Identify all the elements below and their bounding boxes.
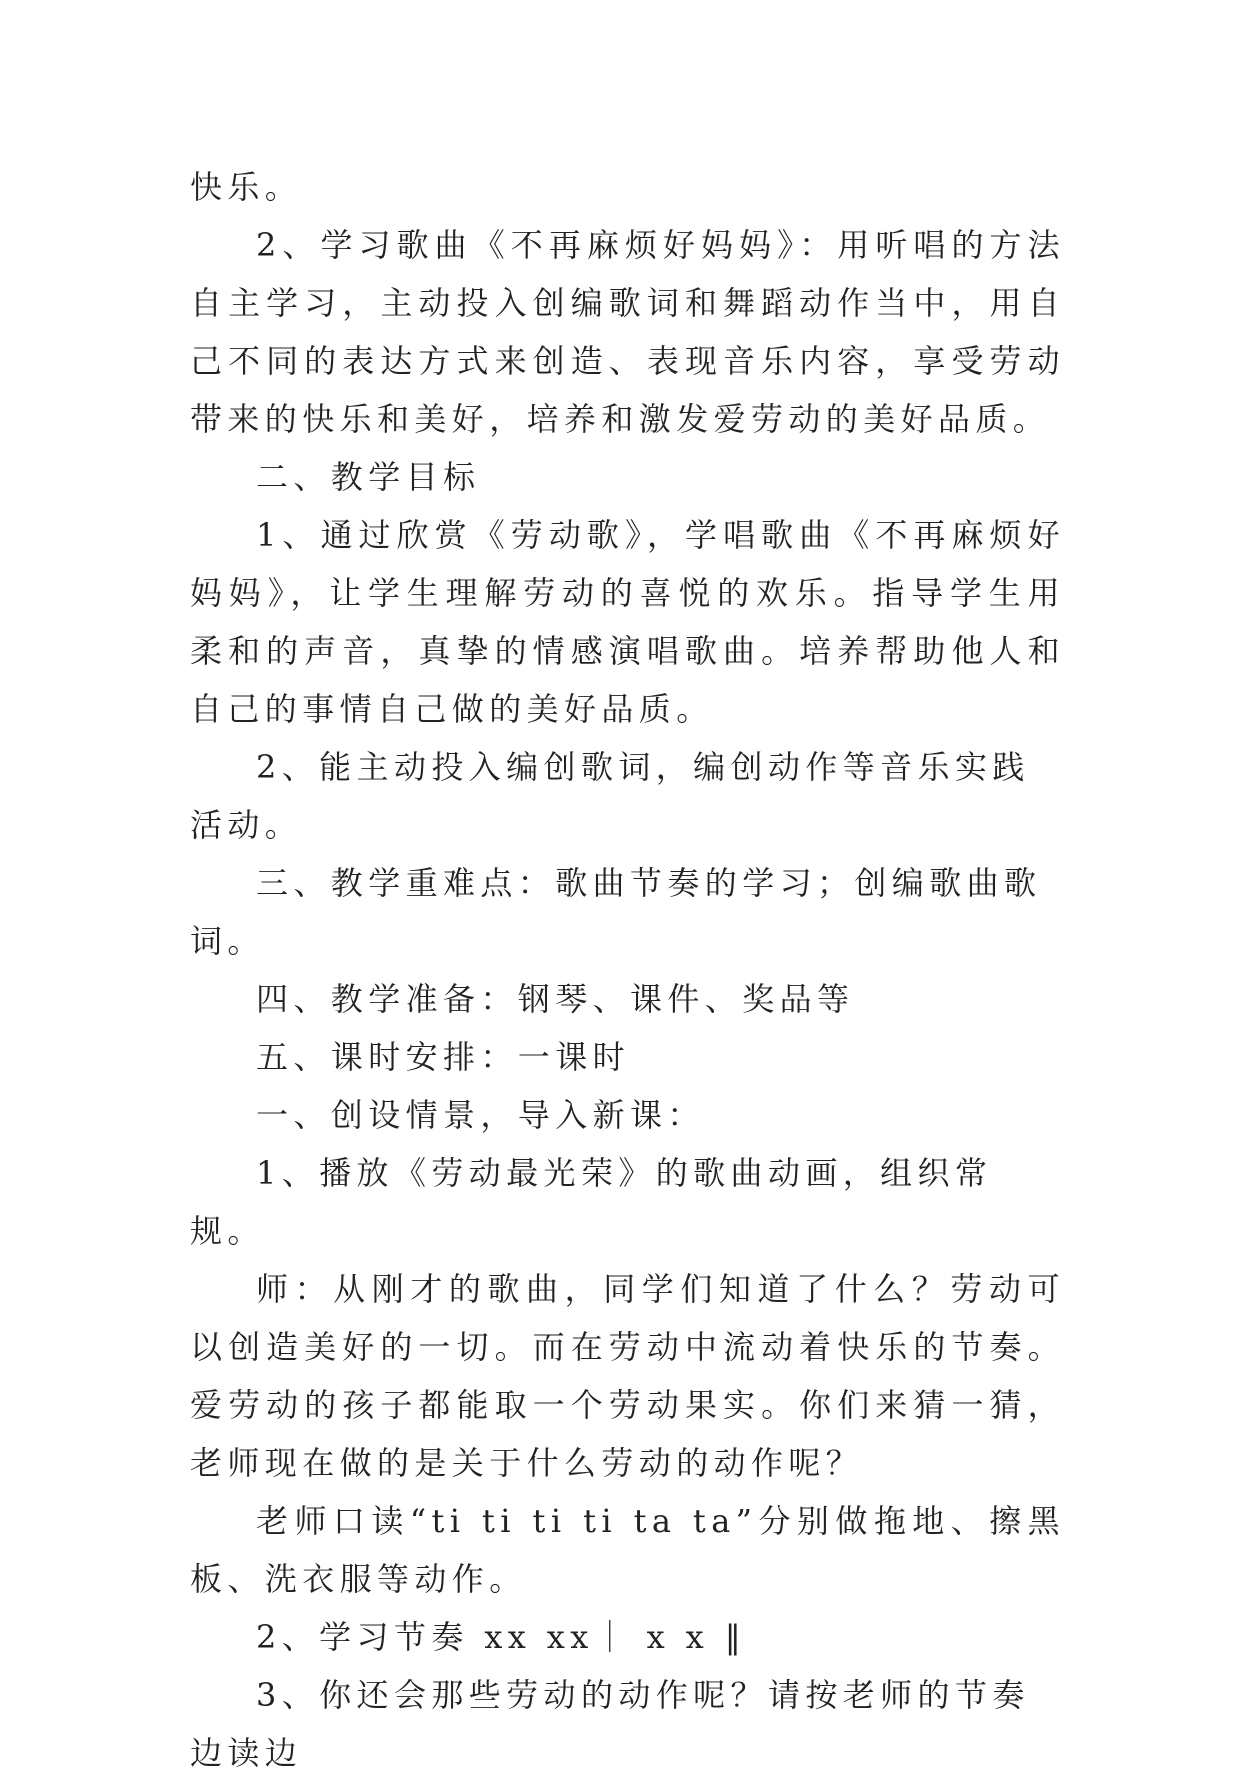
paragraph-2: 2、学习歌曲《不再麻烦好妈妈》：用听唱的方法自主学习，主动投入创编歌词和舞蹈动作当中，用自己不同的表达方式来创造、表现音乐内容，享受劳动带来的快乐和美好，培养和激发爱劳动的美好品质。	[190, 226, 1065, 438]
paragraph-8: 五、课时安排：一课时	[256, 1038, 631, 1076]
paragraph-13: 2、学习节奏 xx xx｜ x x ‖	[256, 1618, 747, 1656]
paragraph-9: 一、创设情景，导入新课：	[256, 1096, 705, 1134]
paragraph-4: 1、通过欣赏《劳动歌》，学唱歌曲《不再麻烦好妈妈》，让学生理解劳动的喜悦的欢乐。指导学生用柔和的声音，真挚的情感演唱歌曲。培养帮助他人和自己的事情自己做的美好品质。	[190, 516, 1065, 728]
paragraph-1: 快乐。	[190, 168, 303, 206]
paragraph-3: 二、教学目标	[256, 458, 481, 496]
paragraph-10: 1、播放《劳动最光荣》的歌曲动画，组织常规。	[190, 1154, 993, 1250]
paragraph-11: 师：从刚才的歌曲，同学们知道了什么？劳动可以创造美好的一切。而在劳动中流动着快乐的节奏。爱劳动的孩子都能取一个劳动果实。你们来猜一猜，老师现在做的是关于什么劳动的动作呢？	[190, 1270, 1065, 1482]
paragraph-12: 老师口读“ti ti ti ti ta ta”分别做拖地、擦黑板、洗衣服等动作。	[190, 1502, 1065, 1598]
body-text	[190, 158, 1065, 1782]
paragraph-7: 四、教学准备：钢琴、课件、奖品等	[256, 980, 855, 1018]
paragraph-14: 3、你还会那些劳动的动作呢？请按老师的节奏边读边	[190, 1676, 1030, 1772]
paragraph-6: 三、教学重难点：歌曲节奏的学习；创编歌曲歌词。	[190, 864, 1042, 960]
paragraph-5: 2、能主动投入编创歌词，编创动作等音乐实践活动。	[190, 748, 1030, 844]
